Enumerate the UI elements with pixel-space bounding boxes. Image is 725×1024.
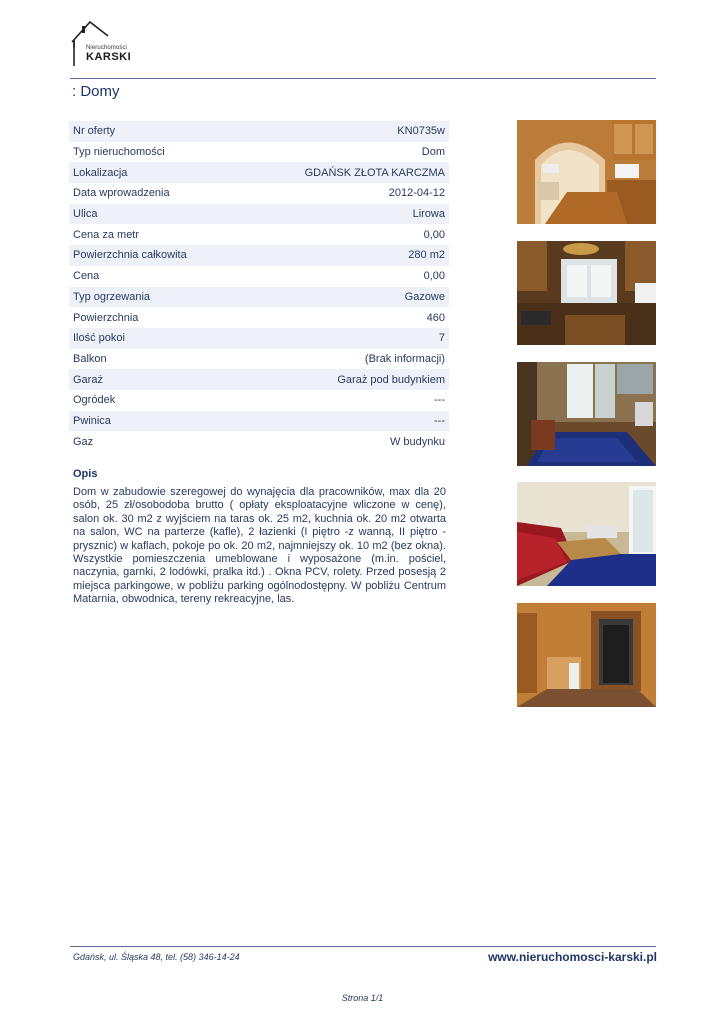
table-row	[69, 307, 449, 328]
row-value: 460	[426, 311, 445, 324]
table-row	[69, 142, 449, 163]
description-text: Dom w zabudowie szeregowej do wynajęcia dla pracowników, max dla 20 osób, 25 zł/osobodoba brutto ( opłaty eksploatacyjne wliczone w cenę), salon ok. 30 m2 z wyjściem na taras ok. 25 m2, kuchnia ok. 20 m2 otwarta na salon, WC na parterze (kafle), 2 łazienki (I piętro -z wanną, II piętro - prysznic) w kaflach, pokoje po ok. 20 m2, najmniejszy ok. 10 m2 (bez okna). Wszystkie pomieszczenia umeblowane i wyposażone (m.in. pościel, naczynia, garnki, 2 lodówki, pralka itd.) . Okna PCV, rolety. Przed posesją 2 miejsca parkingowe, w pobliżu parking ogólnodostępny. W pobliżu Centrum Matarnia, obwodnica, tereny rekreacyjne, las.	[73, 486, 446, 606]
row-label: Lokalizacja	[73, 166, 128, 179]
photo-living-room-sofa[interactable]	[517, 482, 656, 586]
logo-big-text: KARSKI	[86, 51, 132, 63]
row-label: Data wprowadzenia	[73, 187, 170, 200]
table-row	[69, 369, 449, 390]
footer-website-link[interactable]: www.nieruchomosci-karski.pl	[488, 950, 657, 964]
description-heading: Opis	[73, 468, 98, 480]
row-label: Gaz	[73, 435, 94, 448]
table-row	[69, 224, 449, 245]
row-label: Typ nieruchomości	[73, 146, 165, 159]
table-row	[69, 121, 449, 142]
row-value: 0,00	[423, 228, 445, 241]
row-value: KN0735w	[397, 125, 445, 138]
row-value: GDAŃSK ZŁOTA KARCZMA	[304, 166, 445, 179]
row-value: W budynku	[389, 435, 445, 448]
row-value: 2012-04-12	[388, 187, 445, 200]
page-number: Strona 1/1	[341, 993, 384, 1003]
row-value: ---	[434, 414, 445, 427]
photo-kitchen-window[interactable]	[517, 241, 656, 345]
footer-divider	[70, 946, 656, 947]
row-value: ---	[434, 394, 445, 407]
table-row	[69, 411, 449, 432]
row-label: Powierzchnia całkowita	[73, 249, 187, 262]
house-wall-icon	[73, 40, 83, 80]
row-value: Dom	[421, 146, 445, 159]
table-row	[69, 349, 449, 370]
table-row	[69, 390, 449, 411]
row-label: Typ ogrzewania	[73, 290, 151, 303]
logo-small-text: Nieruchomości	[86, 45, 127, 51]
row-value: Gazowe	[404, 290, 445, 303]
row-value: Lirowa	[412, 208, 445, 221]
company-logo	[70, 18, 140, 68]
row-value: 7	[438, 332, 445, 345]
table-row	[69, 183, 449, 204]
table-row	[69, 204, 449, 225]
photo-kitchen[interactable]	[517, 120, 656, 224]
row-value: 280 m2	[408, 249, 445, 262]
row-label: Garaż	[73, 373, 103, 386]
table-row	[69, 162, 449, 183]
table-row	[69, 328, 449, 349]
row-label: Balkon	[73, 352, 107, 365]
row-value: Garaż pod budynkiem	[337, 373, 445, 386]
photo-living-room[interactable]	[517, 362, 656, 466]
page-title: : Domy	[72, 83, 120, 100]
row-label: Powierzchnia	[73, 311, 139, 324]
table-row	[69, 245, 449, 266]
row-label: Cena	[73, 270, 100, 283]
footer-address: Gdańsk, ul. Śląska 48, tel. (58) 346-14-24	[73, 952, 240, 962]
row-label: Nr oferty	[73, 125, 116, 138]
row-label: Ogródek	[73, 394, 116, 407]
row-value: (Brak informacji)	[364, 352, 445, 365]
header-divider	[70, 78, 656, 79]
row-label: Cena za metr	[73, 228, 140, 241]
table-row	[69, 266, 449, 287]
table-row	[69, 287, 449, 308]
property-details-table	[69, 121, 449, 452]
row-label: Ilość pokoi	[73, 332, 125, 345]
row-label: Pwinica	[73, 414, 111, 427]
row-label: Ulica	[73, 208, 98, 221]
row-value: 0,00	[423, 270, 445, 283]
photo-hallway[interactable]	[517, 603, 656, 707]
table-row	[69, 431, 449, 452]
